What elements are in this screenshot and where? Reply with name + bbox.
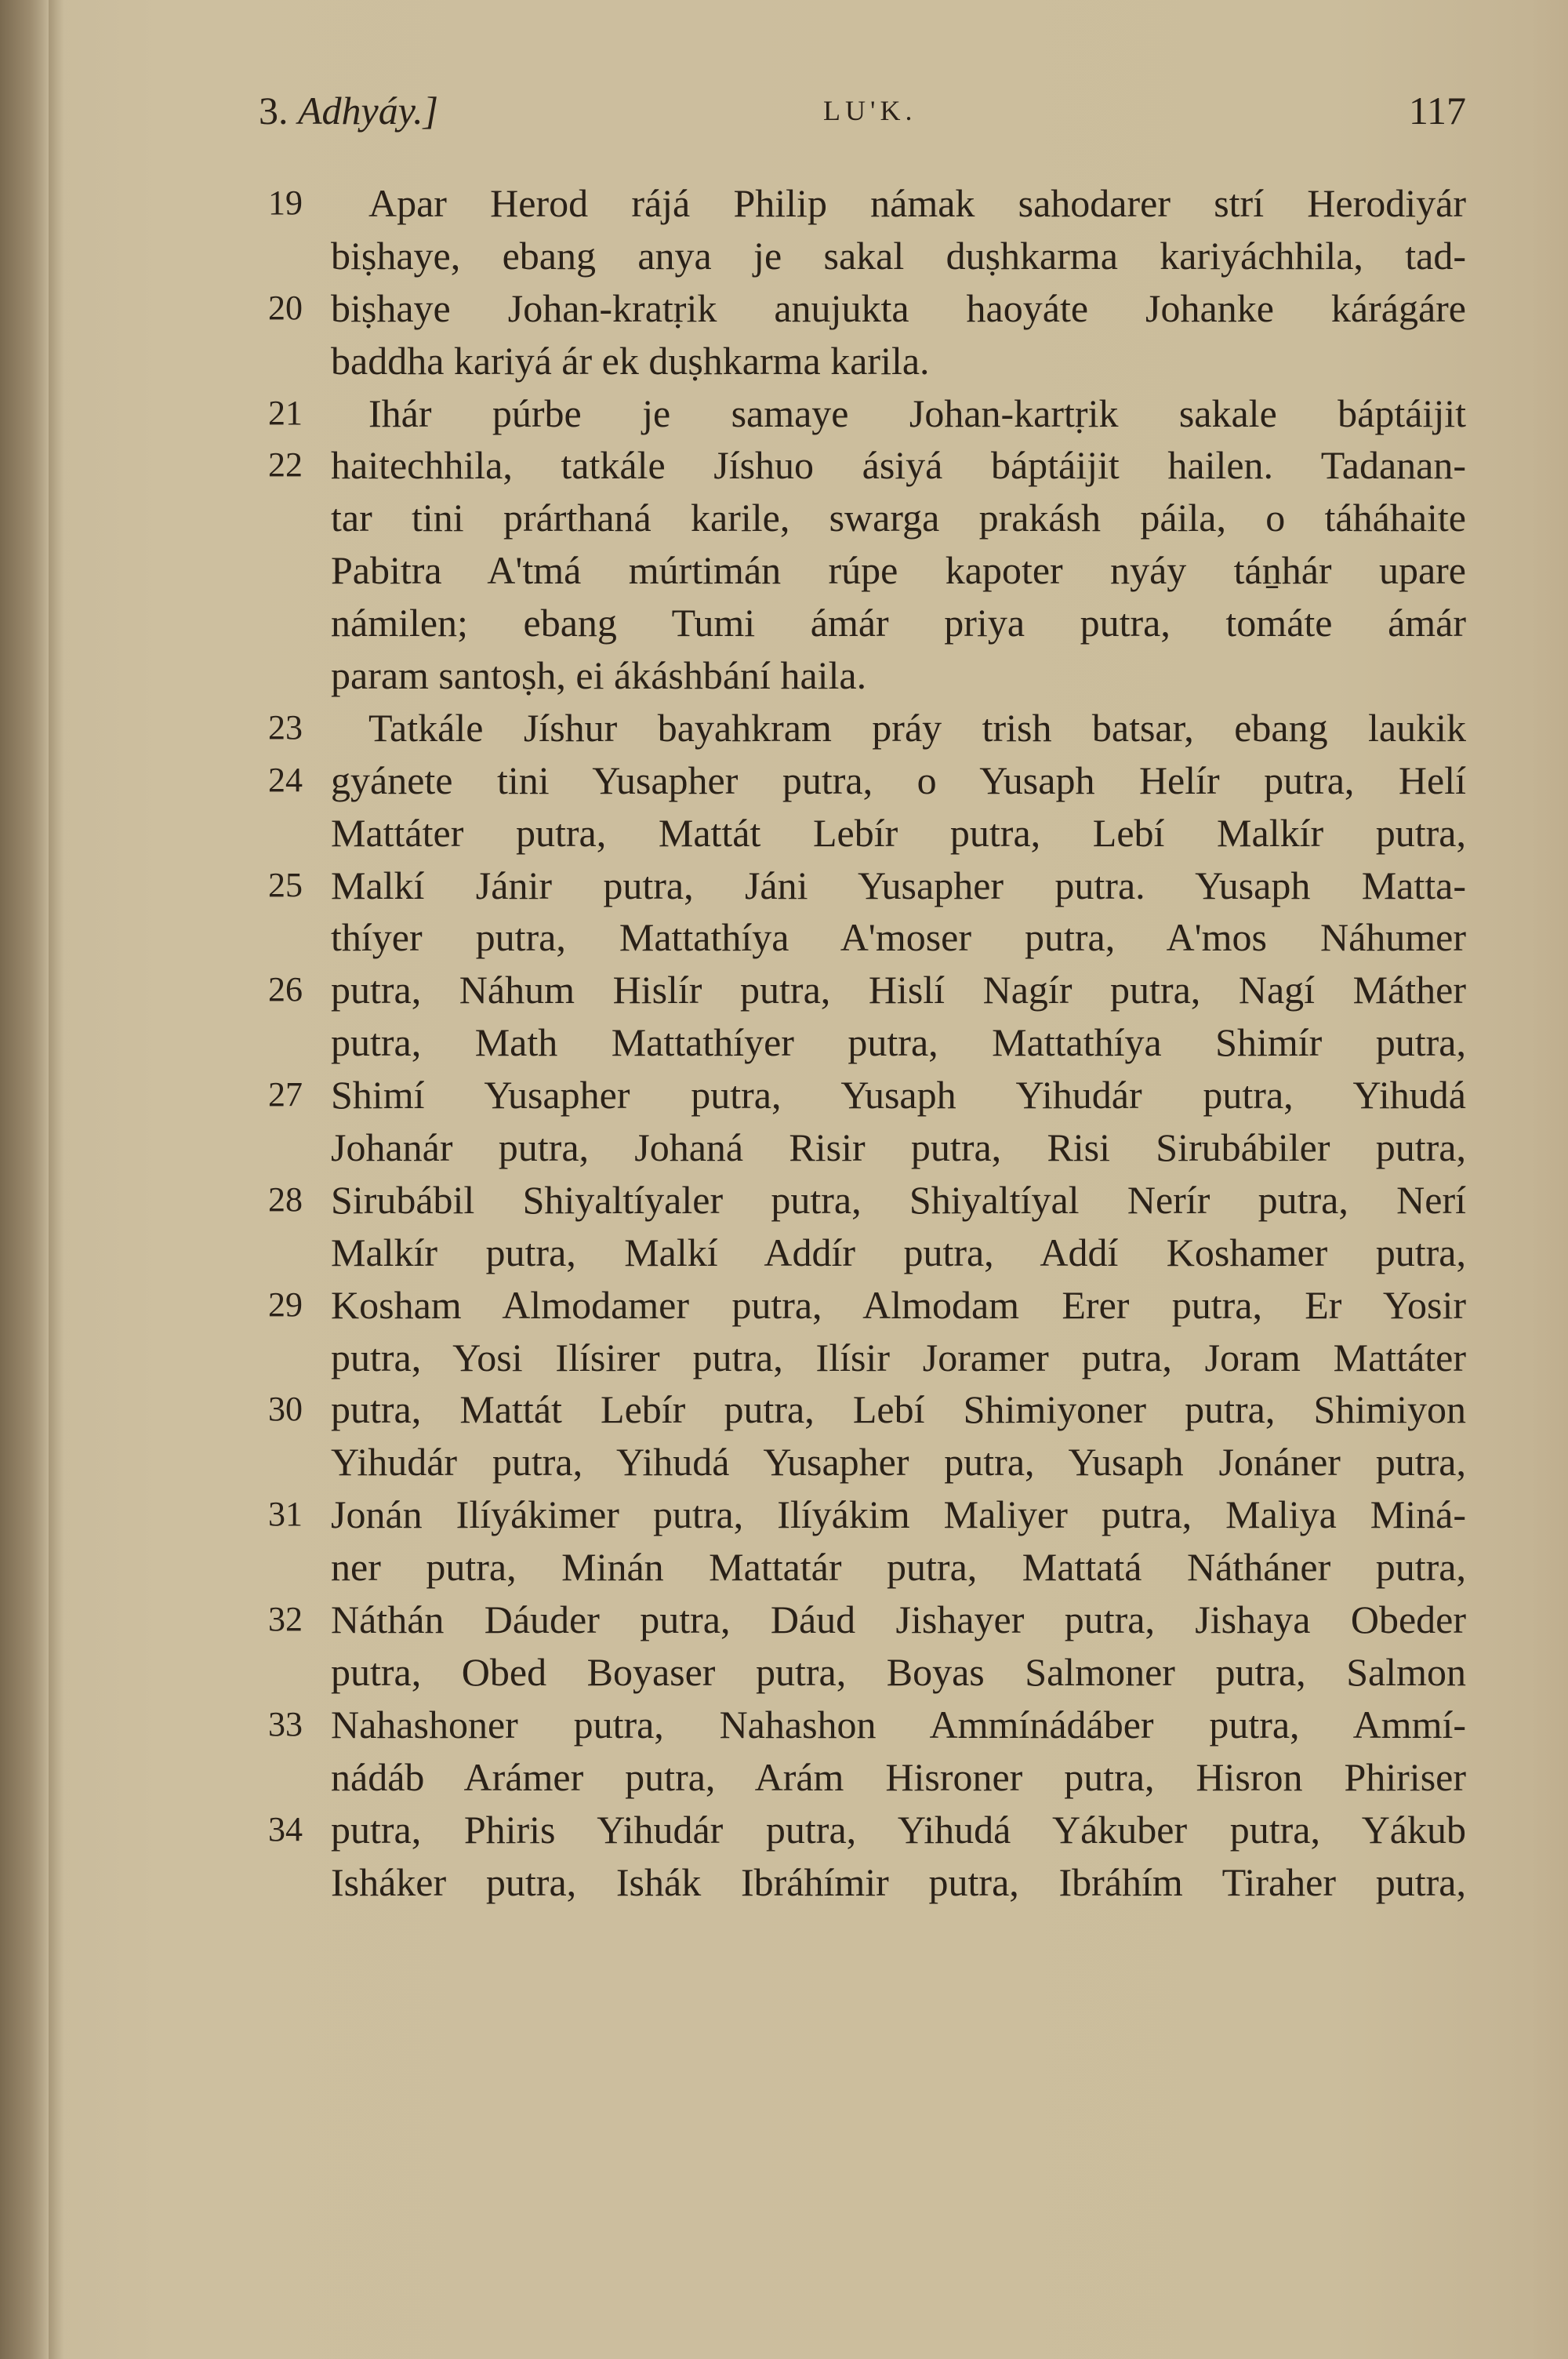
line-text: ner putra, Minán Mattatár putra, Mattatá Nátháner putra, (331, 1545, 1466, 1590)
line-text: Nahashoner putra, Nahashon Ammínádáber putra, Ammí- (331, 1702, 1466, 1747)
page-number: 117 (1408, 89, 1466, 133)
line-text: Ihár púrbe je samaye Johan-kartṛik sakale báptáijit (368, 391, 1466, 435)
text-line (259, 1332, 1466, 1384)
line-text: tar tini prárthaná karile, swarga prakásh páila, o táháhaite (331, 496, 1466, 540)
verse-number: 19 (268, 184, 303, 222)
verse-number: 25 (268, 865, 303, 904)
text-line (259, 860, 1466, 912)
text-line (259, 1121, 1466, 1174)
verse-number: 34 (268, 1809, 303, 1848)
line-text: Shimí Yusapher putra, Yusaph Yihudár putra, Yihudá (331, 1073, 1466, 1118)
line-text: nádáb Arámer putra, Arám Hisroner putra, Hisron Phiriser (331, 1754, 1466, 1799)
page-fold-shadow (49, 0, 64, 2359)
line-text: Kosham Almodamer putra, Almodam Erer putra, Er Yosir (331, 1282, 1466, 1327)
text-line (259, 1069, 1466, 1121)
text-line (259, 1804, 1466, 1856)
text-line (259, 964, 1466, 1016)
text-line (259, 649, 1466, 702)
text-line (259, 1174, 1466, 1227)
text-line (259, 1436, 1466, 1488)
text-line (259, 230, 1466, 282)
text-line (259, 702, 1466, 754)
text-line (259, 1646, 1466, 1699)
line-text: Jonán Ilíyákimer putra, Ilíyákim Maliyer putra, Maliya Miná- (331, 1492, 1466, 1537)
verse-number: 21 (268, 393, 303, 432)
line-text: putra, Yosi Ilísirer putra, Ilísir Joramer putra, Joram Mattáter (331, 1335, 1466, 1379)
line-text: Johanár putra, Johaná Risir putra, Risi Sirubábiler putra, (331, 1125, 1466, 1170)
book-title: LU'K. (823, 95, 917, 126)
line-text: gyánete tini Yusapher putra, o Yusaph Helír putra, Helí (331, 758, 1466, 802)
text-line (259, 282, 1466, 335)
verse-number: 28 (268, 1180, 303, 1219)
verse-number: 27 (268, 1075, 303, 1114)
line-text: Malkír putra, Malkí Addír putra, Addí Koshamer putra, (331, 1230, 1466, 1274)
text-line (259, 492, 1466, 544)
text-line (259, 1488, 1466, 1541)
line-text: Apar Herod rájá Philip námak sahodarer strí Herodiyár (368, 181, 1466, 225)
text-line (259, 1383, 1466, 1436)
verse-number: 33 (268, 1704, 303, 1743)
verse-number: 24 (268, 760, 303, 799)
line-text: Yihudár putra, Yihudá Yusapher putra, Yusaph Jonáner putra, (331, 1440, 1466, 1485)
verse-number: 29 (268, 1285, 303, 1324)
line-text: putra, Phiris Yihudár putra, Yihudá Yákuber putra, Yákub (331, 1807, 1466, 1852)
line-text: biṣhaye Johan-kratṛik anujukta haoyáte Johanke kárágáre (331, 285, 1466, 330)
verse-number: 31 (268, 1495, 303, 1534)
text-line (259, 1856, 1466, 1909)
verse-number: 32 (268, 1600, 303, 1639)
text-line (259, 387, 1466, 440)
line-text: baddha kariyá ár ek duṣhkarma karila. (331, 338, 930, 383)
line-text: Tatkále Jíshur bayahkram práy trish batsar, ebang laukik (368, 705, 1466, 750)
text-line (259, 1279, 1466, 1332)
verse-number: 30 (268, 1390, 303, 1429)
text-line (259, 597, 1466, 649)
binding-gutter (0, 0, 49, 2359)
text-line (259, 1594, 1466, 1646)
running-header (259, 88, 1466, 143)
text-line (259, 1016, 1466, 1069)
line-text: Pabitra A'tmá múrtimán rúpe kapoter nyáy táṉhár upare (331, 548, 1466, 593)
text-line (259, 1751, 1466, 1804)
text-line (259, 807, 1466, 860)
line-text: Sirubábil Shiyaltíyaler putra, Shiyaltíyal Nerír putra, Nerí (331, 1177, 1466, 1222)
text-line (259, 1699, 1466, 1751)
line-text: Malkí Jánir putra, Jáni Yusapher putra. Yusaph Matta- (331, 863, 1466, 907)
text-line (259, 177, 1466, 230)
text-line (259, 439, 1466, 492)
chapter-word: Adhyáy.] (298, 89, 439, 133)
line-text: Mattáter putra, Mattát Lebír putra, Lebí Malkír putra, (331, 810, 1466, 855)
verse-number: 22 (268, 445, 303, 485)
line-text: thíyer putra, Mattathíya A'moser putra, A'mos Náhumer (331, 915, 1466, 960)
line-text: putra, Math Mattathíyer putra, Mattathíya Shimír putra, (331, 1020, 1466, 1065)
verse-number: 26 (268, 970, 303, 1009)
text-line (259, 544, 1466, 597)
verse-number: 20 (268, 288, 303, 327)
line-text: putra, Mattát Lebír putra, Lebí Shimiyoner putra, Shimiyon (331, 1387, 1466, 1432)
text-line (259, 754, 1466, 807)
line-text: putra, Náhum Hislír putra, Hislí Nagír putra, Nagí Máther (331, 968, 1466, 1012)
line-text: námilen; ebang Tumi ámár priya putra, tomáte ámár (331, 601, 1466, 645)
text-line (259, 1227, 1466, 1279)
text-line (259, 1541, 1466, 1594)
page-body-text (259, 177, 1466, 1908)
line-text: putra, Obed Boyaser putra, Boyas Salmoner putra, Salmon (331, 1649, 1466, 1694)
chapter-label (259, 88, 438, 133)
line-text: Náthán Dáuder putra, Dáud Jishayer putra, Jishaya Obeder (331, 1598, 1466, 1642)
text-line (259, 911, 1466, 964)
text-line (259, 335, 1466, 387)
line-text: biṣhaye, ebang anya je sakal duṣhkarma kariyáchhila, tad- (331, 233, 1466, 278)
line-text: param santoṣh, ei ákáshbání haila. (331, 653, 867, 698)
chapter-number: 3. (259, 89, 289, 133)
verse-number: 23 (268, 707, 303, 747)
line-text: Isháker putra, Ishák Ibráhímir putra, Ibráhím Tiraher putra, (331, 1859, 1466, 1904)
line-text: haitechhila, tatkále Jíshuo ásiyá báptáijit hailen. Tadanan- (331, 443, 1466, 488)
